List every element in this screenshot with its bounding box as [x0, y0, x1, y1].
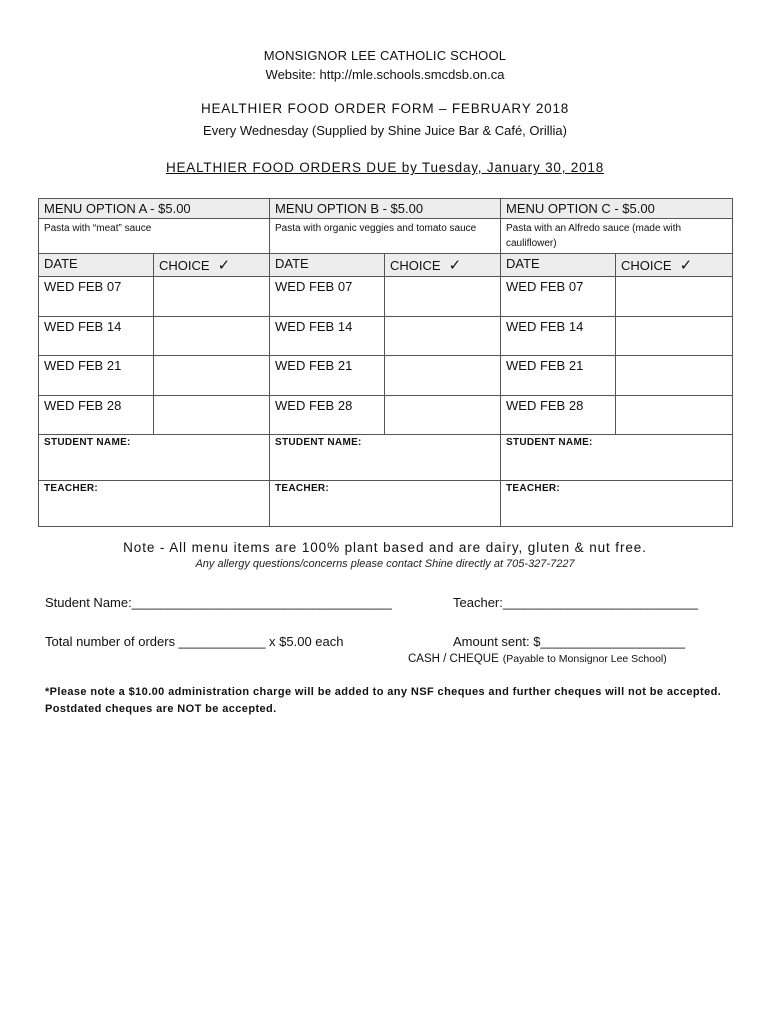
allergy-note: Any allergy questions/concerns please contact Shine directly at 705-327-7227: [195, 558, 575, 570]
choice-cell-c[interactable]: [616, 395, 733, 435]
menu-option-c-title: MENU OPTION C - $5.00: [501, 199, 733, 219]
plant-based-note: Note - All menu items are 100% plant based and are dairy, gluten & nut free.: [123, 540, 647, 555]
date-header: DATE: [270, 254, 385, 277]
menu-option-a-description: Pasta with “meat” sauce: [39, 219, 270, 254]
menu-option-b-title: MENU OPTION B - $5.00: [270, 199, 501, 219]
date-cell: WED FEB 21: [501, 356, 616, 396]
date-cell: WED FEB 28: [501, 395, 616, 435]
table-row: [39, 395, 733, 435]
date-cell: WED FEB 14: [270, 316, 385, 356]
choice-header: [385, 254, 501, 277]
choice-cell-c[interactable]: [616, 316, 733, 356]
choice-cell-b[interactable]: [385, 277, 501, 317]
checkmark-icon: ✓: [679, 257, 693, 274]
due-date-heading: HEALTHIER FOOD ORDERS DUE by Tuesday, January 30, 2018: [165, 160, 605, 175]
table-row: [39, 356, 733, 396]
teacher-field-c[interactable]: TEACHER:: [501, 481, 733, 527]
student-name-field-a[interactable]: STUDENT NAME:: [39, 435, 270, 481]
date-cell: WED FEB 07: [501, 277, 616, 317]
choice-cell-a[interactable]: [154, 395, 270, 435]
choice-header-label: CHOICE: [390, 258, 441, 273]
choice-cell-b[interactable]: [385, 356, 501, 396]
menu-option-c-description: Pasta with an Alfredo sauce (made with cauliflower): [501, 219, 733, 254]
teacher-field-a[interactable]: TEACHER:: [39, 481, 270, 527]
choice-cell-c[interactable]: [616, 356, 733, 396]
teacher-field-b[interactable]: TEACHER:: [270, 481, 501, 527]
choice-cell-a[interactable]: [154, 316, 270, 356]
checkmark-icon: ✓: [217, 257, 231, 274]
supplier-line: Every Wednesday (Supplied by Shine Juice Bar & Café, Orillia): [203, 123, 567, 138]
student-name-field-b[interactable]: STUDENT NAME:: [270, 435, 501, 481]
choice-header-label: CHOICE: [621, 258, 672, 273]
checkmark-icon: ✓: [448, 257, 462, 274]
date-header: DATE: [501, 254, 616, 277]
choice-cell-a[interactable]: [154, 356, 270, 396]
order-table: [38, 198, 733, 527]
choice-header-label: CHOICE: [159, 258, 210, 273]
payable-note: (Payable to Monsignor Lee School): [502, 653, 667, 665]
choice-cell-a[interactable]: [154, 277, 270, 317]
menu-option-a-title: MENU OPTION A - $5.00: [39, 199, 270, 219]
cash-cheque-label: CASH / CHEQUE: [408, 653, 499, 665]
choice-cell-b[interactable]: [385, 395, 501, 435]
amount-sent-line[interactable]: Amount sent: $____________________: [453, 634, 686, 649]
date-cell: WED FEB 14: [39, 316, 154, 356]
choice-cell-c[interactable]: [616, 277, 733, 317]
total-orders-line[interactable]: Total number of orders ____________ x $5.00 each: [45, 634, 344, 649]
table-row: [39, 277, 733, 317]
school-website: Website: http://mle.schools.smcdsb.on.ca: [265, 67, 505, 82]
date-cell: WED FEB 28: [39, 395, 154, 435]
date-cell: WED FEB 07: [39, 277, 154, 317]
payment-method: [408, 653, 667, 665]
date-cell: WED FEB 14: [501, 316, 616, 356]
school-name: MONSIGNOR LEE CATHOLIC SCHOOL: [263, 48, 507, 63]
choice-header: [154, 254, 270, 277]
date-header: DATE: [39, 254, 154, 277]
date-cell: WED FEB 21: [39, 356, 154, 396]
choice-header: [616, 254, 733, 277]
date-cell: WED FEB 21: [270, 356, 385, 396]
choice-cell-b[interactable]: [385, 316, 501, 356]
nsf-warning: *Please note a $10.00 administration charge will be added to any NSF cheques and further cheques will not be accepted. Postdated cheques are NOT be accepted.: [45, 686, 722, 715]
menu-option-b-description: Pasta with organic veggies and tomato sauce: [270, 219, 501, 254]
student-name-field-c[interactable]: STUDENT NAME:: [501, 435, 733, 481]
date-cell: WED FEB 07: [270, 277, 385, 317]
form-title: HEALTHIER FOOD ORDER FORM – FEBRUARY 2018: [200, 101, 570, 116]
date-cell: WED FEB 28: [270, 395, 385, 435]
table-row: [39, 316, 733, 356]
teacher-line[interactable]: Teacher:___________________________: [453, 595, 699, 610]
student-name-line[interactable]: Student Name:____________________________________: [45, 595, 392, 610]
